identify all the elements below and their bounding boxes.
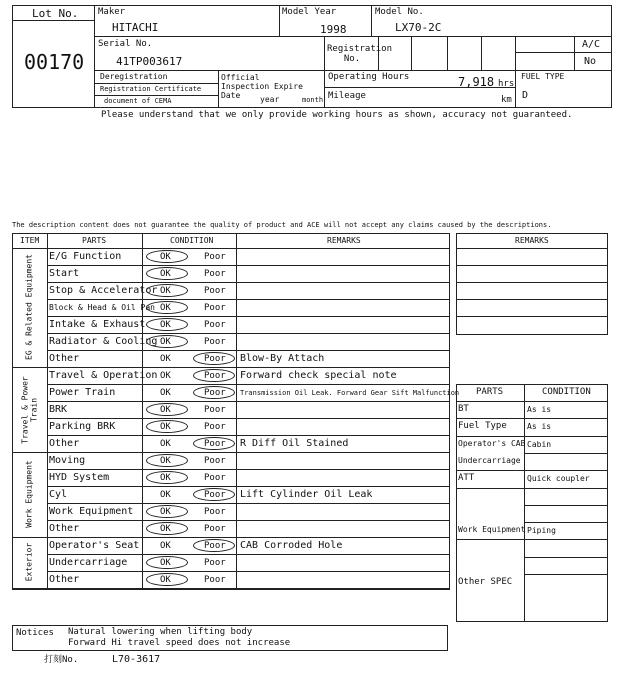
ok-label: OK — [160, 541, 171, 551]
inspection-label: Official Inspection Expire Date — [221, 73, 303, 100]
part-label: Intake & Exhaust — [49, 319, 146, 330]
notice-line-2: Forward Hi travel speed does not increase — [68, 638, 291, 648]
part-label: Other — [49, 574, 80, 585]
remark-text: Blow-By Attach — [240, 353, 325, 364]
notice-line-1: Natural lowering when lifting body — [68, 627, 253, 637]
notices-label: Notices — [16, 628, 54, 638]
ac-value: No — [584, 56, 597, 67]
spec-parts-header: PARTS — [476, 387, 504, 397]
spec-condition: Quick coupler — [527, 474, 590, 484]
poor-label: Poor — [204, 354, 226, 364]
part-label: Work Equipment — [49, 506, 134, 517]
group-label: Exterior — [24, 542, 33, 581]
spec-part: Undercarriage — [458, 455, 521, 465]
group-label: Work Equipment — [24, 459, 33, 528]
part-label: Power Train — [49, 387, 116, 398]
maker-value: HITACHI — [112, 21, 159, 34]
ok-label: OK — [160, 558, 171, 568]
month-label: month — [302, 96, 324, 104]
poor-label: Poor — [204, 252, 226, 262]
poor-label: Poor — [204, 388, 226, 398]
maker-label: Maker — [98, 7, 126, 17]
disclaimer-text: The description content does not guarantee the quality of product and ACE will not accept any claims caused by the descriptions. — [12, 221, 552, 229]
poor-label: Poor — [204, 303, 226, 313]
poor-label: Poor — [204, 524, 226, 534]
part-label: Operator's Seat — [49, 540, 140, 551]
lot-number: 00170 — [24, 50, 85, 74]
hours-note: Please understand that we only provide working hours as shown, accuracy not guaranteed. — [101, 110, 573, 120]
spec-part: Work Equipment — [458, 525, 526, 535]
ok-label: OK — [160, 388, 171, 398]
ok-label: OK — [160, 524, 171, 534]
remark-text: Transmission Oil Leak. Forward Gear Sift Malfunction — [240, 389, 460, 397]
poor-label: Poor — [204, 286, 226, 296]
remark-text: R Diff Oil Stained — [240, 438, 349, 449]
ok-label: OK — [160, 507, 171, 517]
poor-label: Poor — [204, 439, 226, 449]
poor-label: Poor — [204, 337, 226, 347]
spec-condition: As is — [527, 405, 552, 414]
part-label: Radiator & Cooling — [49, 336, 158, 347]
part-label: Stop & Accelerator — [49, 285, 158, 296]
part-label: Other — [49, 523, 80, 534]
poor-label: Poor — [204, 269, 226, 279]
remarks-header: REMARKS — [327, 236, 361, 245]
part-label: E/G Function — [49, 251, 122, 262]
part-label: Start — [49, 268, 80, 279]
poor-label: Poor — [204, 422, 226, 432]
poor-label: Poor — [204, 507, 226, 517]
part-label: HYD System — [49, 472, 110, 483]
mileage-label: Mileage — [328, 91, 366, 101]
stamp-value: L70-3617 — [112, 654, 161, 665]
ok-label: OK — [160, 456, 171, 466]
hrs-unit: hrs — [498, 79, 515, 89]
item-header: ITEM — [20, 236, 40, 245]
spec-condition: Cabin — [527, 439, 552, 449]
spec-part: Fuel Type — [458, 421, 507, 432]
ok-label: OK — [160, 490, 171, 500]
spec-part: Other SPEC — [458, 577, 513, 587]
part-label: Parking BRK — [49, 421, 116, 432]
ok-label: OK — [160, 269, 171, 279]
deregistration-label: Deregistration — [100, 72, 168, 81]
fuel-type-value: D — [522, 90, 529, 101]
poor-label: Poor — [204, 371, 226, 381]
parts-header: PARTS — [82, 236, 107, 245]
poor-label: Poor — [204, 490, 226, 500]
poor-label: Poor — [204, 541, 226, 551]
remark-text: Forward check special note — [240, 370, 397, 381]
ok-label: OK — [160, 252, 171, 262]
ok-label: OK — [160, 303, 171, 313]
ok-label: OK — [160, 439, 171, 449]
model-no-label: Model No. — [375, 7, 424, 17]
ok-label: OK — [160, 473, 171, 483]
serial-label: Serial No. — [98, 39, 153, 49]
poor-label: Poor — [204, 473, 226, 483]
part-label: Moving — [49, 455, 86, 466]
ok-label: OK — [160, 422, 171, 432]
poor-label: Poor — [204, 405, 226, 415]
ok-label: OK — [160, 320, 171, 330]
ok-label: OK — [160, 286, 171, 296]
part-label: Undercarriage — [49, 557, 128, 568]
year-label: year — [260, 95, 280, 104]
part-label: Other — [49, 353, 80, 364]
reg-certificate-label: Registration Certificate — [100, 85, 202, 93]
cema-label: document of CEMA — [104, 97, 172, 105]
poor-label: Poor — [204, 456, 226, 466]
ok-label: OK — [160, 405, 171, 415]
operating-hours-label: Operating Hours — [328, 72, 410, 82]
lot-label: Lot No. — [32, 7, 79, 20]
part-label: Other — [49, 438, 80, 449]
poor-label: Poor — [204, 320, 226, 330]
spec-condition-header: CONDITION — [542, 387, 591, 397]
model-year-label: Model Year — [282, 7, 337, 17]
part-label: Cyl — [49, 489, 68, 500]
group-label: Travel & Power Train — [20, 375, 38, 444]
condition-header: CONDITION — [170, 236, 214, 245]
km-unit: km — [501, 95, 512, 105]
remark-text: CAB Corroded Hole — [240, 540, 343, 551]
spec-part: BT — [458, 404, 469, 414]
registration-label: Registration No. — [327, 44, 393, 64]
poor-label: Poor — [204, 575, 226, 585]
remarks-right-header: REMARKS — [515, 236, 549, 245]
part-label: BRK — [49, 404, 68, 415]
part-label: Travel & Operation — [49, 370, 158, 381]
ok-label: OK — [160, 354, 171, 364]
ok-label: OK — [160, 371, 171, 381]
spec-condition: As is — [527, 422, 552, 432]
model-no-value: LX70-2C — [395, 21, 442, 34]
fuel-type-label: FUEL TYPE — [521, 72, 565, 81]
group-label: EG & Related Equipment — [24, 253, 33, 360]
part-label: Block & Head & Oil Pan — [49, 303, 155, 312]
model-year-value: 1998 — [320, 23, 347, 36]
serial-value: 41TP003617 — [116, 55, 183, 68]
ok-label: OK — [160, 575, 171, 585]
ok-label: OK — [160, 337, 171, 347]
remark-text: Lift Cylinder Oil Leak — [240, 489, 373, 500]
stamp-label: 打刻No. — [44, 655, 79, 665]
operating-hours-value: 7,918 — [458, 75, 495, 89]
ac-label: A/C — [582, 39, 601, 50]
poor-label: Poor — [204, 558, 226, 568]
spec-part: Operator's CAB — [458, 438, 526, 448]
spec-condition: Piping — [527, 526, 556, 536]
spec-part: ATT — [458, 473, 475, 484]
